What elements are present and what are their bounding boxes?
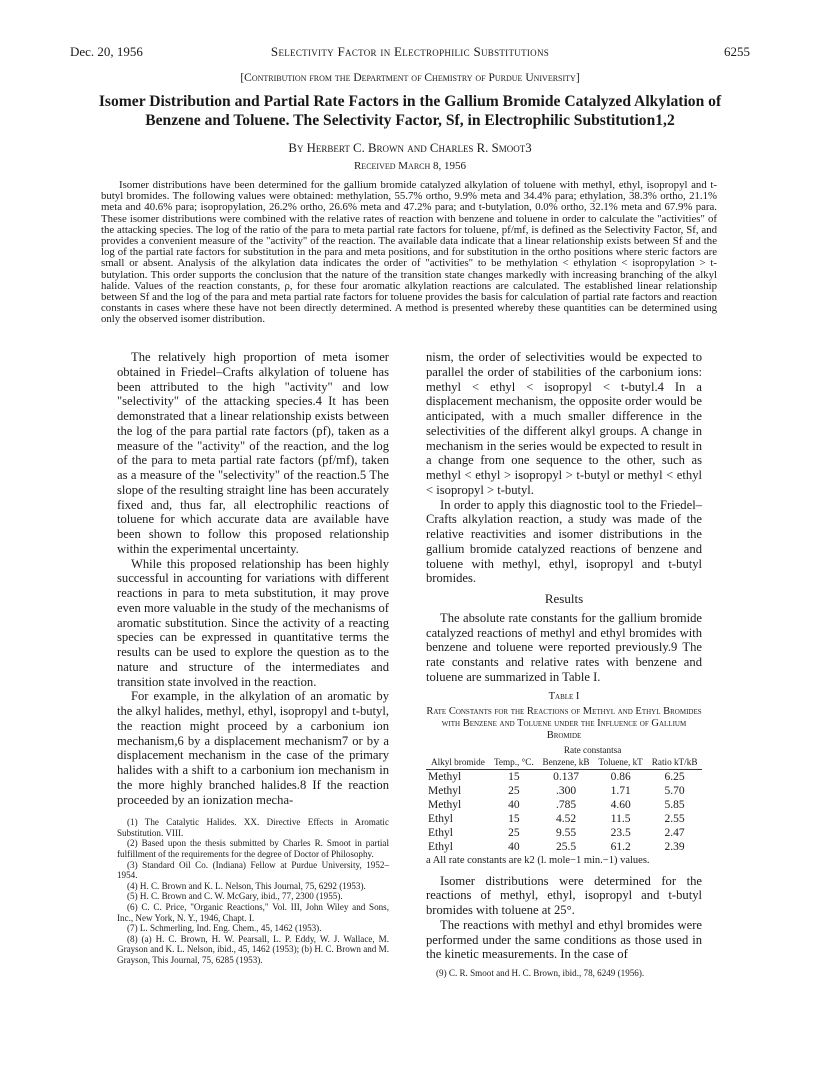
issue-date: Dec. 20, 1956	[70, 44, 143, 59]
table-cell: Ethyl	[428, 841, 453, 854]
footnote: (9) C. R. Smoot and H. C. Brown, ibid., 78, 6249 (1956).	[436, 968, 645, 979]
footnotes-left	[117, 817, 389, 965]
article-title: Isomer Distribution and Partial Rate Factors in the Gallium Bromide Catalyzed Alkylation of Benzene and Toluene. The Selectivity Factor, Sf, in Electrophilic Substitution1,2	[98, 93, 722, 129]
section-heading-results: Results	[544, 591, 584, 606]
table-header-cell: Temp., °C.	[493, 756, 534, 767]
paragraph: The relatively high proportion of meta isomer obtained in Friedel–Crafts alkylation of toluene has been attributed to the high "activity" and low "selectivity" of the attacking species.4 It has been demonstrated that a linear relationship exists between the log of the para partial rate factors (pf), taken as a measure of the "activity" of the reaction, and the log of the para to meta partial rate factors (pf/mf), taken as a measure of the "selectivity" of the reaction.5 The slope of the resulting straight line has been accurately fixed and, thus far, all electrophilic reactions of toluene for which accurate data are available have been shown to follow this proposed relationship within the experimental uncertainty.	[117, 350, 389, 556]
table-cell: 25.5	[555, 841, 577, 854]
paragraph: Isomer distributions were determined for the reactions of methyl, ethyl, isopropyl and t-butyl bromides with toluene at 25°.	[426, 873, 702, 918]
author-byline: By Herbert C. Brown and Charles R. Smoot3	[288, 141, 532, 155]
footnote: (3) Standard Oil Co. (Indiana) Fellow at Purdue University, 1952–1954.	[117, 859, 389, 881]
table-row	[426, 812, 702, 826]
table-cell: Methyl	[428, 785, 462, 798]
table-cell: 2.39	[664, 841, 685, 854]
table-label: Table I	[548, 690, 580, 702]
footnote: (2) Based upon the thesis submitted by Charles R. Smoot in partial fulfillment of the requirements for the degree of Doctor of Philosophy.	[117, 838, 389, 860]
contribution-line: [Contribution from the Department of Chemistry of Purdue University]	[240, 72, 580, 84]
table-cell: 11.5	[610, 813, 631, 826]
table-group-header: Rate constantsa	[563, 745, 622, 755]
paragraph: nism, the order of selectivities would be expected to parallel the order of stabilities of the carbonium ions: methyl < ethyl < isopropyl < t-butyl.4 In a displacement mechanism, the opposite order would be anticipated, with a much smaller difference in the selectivities of the different alkyl groups. A change in mechanism in the series would be expected to result in a change from one sequence to the other, such as methyl < ethyl > isopropyl > t-butyl or methyl < ethyl < isopropyl > t-butyl.	[426, 350, 702, 497]
paragraph: The reactions with methyl and ethyl bromides were performed under the same conditions as those used in the kinetic measurements. In the case of	[426, 917, 702, 962]
paragraph: The absolute rate constants for the gallium bromide catalyzed reactions of methyl and ethyl bromides with benzene and toluene were reported previously.9 The rate constants and relative rates with benzene and toluene are summarized in Table I.	[426, 610, 702, 684]
paragraph: In order to apply this diagnostic tool to the Friedel–Crafts alkylation reaction, a study was made of the relative reactivities and isomer distributions in the gallium bromide catalyzed reactions of benzene and toluene with methyl, ethyl, isopropyl and t-butyl bromides.	[426, 497, 702, 586]
footnote: (1) The Catalytic Halides. XX. Directive Effects in Aromatic Substitution. VIII.	[117, 817, 389, 838]
table-cell: 5.85	[664, 799, 685, 812]
table-cell: 0.137	[538, 770, 594, 785]
table-header-cell: Alkyl bromide	[430, 756, 485, 767]
table-footnote: a All rate constants are k2 (l. mole−1 min.−1) values.	[426, 855, 650, 867]
table-cell: 9.55	[555, 827, 577, 840]
table-cell: 1.71	[610, 785, 631, 798]
table-row	[426, 784, 702, 798]
table-cell: 23.5	[610, 827, 631, 840]
table-cell: .785	[555, 799, 577, 812]
left-column	[117, 350, 389, 966]
table-cell: Methyl	[428, 799, 462, 812]
table-row	[426, 840, 702, 854]
running-title: Selectivity Factor in Electrophilic Substitutions	[270, 44, 550, 59]
table-cell: .300	[555, 785, 577, 798]
rate-constants-table	[426, 746, 702, 854]
paragraph: For example, in the alkylation of an aromatic by the alkyl halides, methyl, ethyl, isopropyl and t-butyl, the reaction might proceed by a carbonium ion mechanism,6 by a displacement mechanism7 or by a displacement mechanism in the case of the primary halides with a shift to a carbonium ion mechanism in the more highly branched halides.8 If the reaction proceeded by an ionization mecha-	[117, 689, 389, 807]
table-cell: 5.70	[664, 785, 685, 798]
table-cell: 15	[508, 813, 520, 826]
table-1	[426, 691, 702, 868]
footnote: (5) H. C. Brown and C. W. McGary, ibid., 77, 2300 (1955).	[127, 891, 343, 902]
abstract: Isomer distributions have been determined for the gallium bromide catalyzed alkylation of toluene with methyl, ethyl, isopropyl and t-butyl bromides. The following values were obtained: methylation, 55.7% ortho, 9.9% meta and 34.4% para; ethylation, 38.3% ortho, 21.1% meta and 40.6% para; isopropylation, 26.2% ortho, 26.6% meta and 47.2% para; and t-butylation, 0.0% ortho, 32.1% meta and 67.9% para. These isomer distributions were combined with the relative rates of reaction with benzene and toluene in order to calculate the "activities" of the attacking species. The log of the ratio of the para to meta partial rate factors for toluene, pf/mf, is defined as the Selectivity Factor, Sf, and provides a convenient measure of the "activity" of the reaction. The available data indicate that a linear relationship exists between Sf and the log of the partial rate factors for substitution in the para and meta positions, and for substitution in the ortho positions where steric factors are small or absent. Analysis of the alkylation data indicates the order of "activities" to be methylation < ethylation < isopropylation > t-butylation. This order supports the conclusion that the nature of the transition state changes markedly with increasing branching of the alkyl halide. Values of the reaction constants, ρ, for these four aromatic alkylation reactions are calculated. The established linear relationship between Sf and the log of the para and meta partial rate factors for toluene provides the basis for calculation of partial rate factors and reaction constants in cases where these have not been directly determined. A method is presented whereby these quantities can be determined using only the observed isomer distribution.	[101, 179, 717, 326]
table-header-cell: Ratio kT/kB	[651, 756, 698, 767]
page-number: 6255	[724, 44, 750, 59]
running-header	[70, 44, 750, 62]
table-row	[426, 826, 702, 840]
table-cell: 15	[490, 770, 538, 785]
received-date: Received March 8, 1956	[353, 160, 467, 172]
table-cell: 40	[508, 799, 520, 812]
table-cell: 25	[508, 785, 520, 798]
footnote: (4) H. C. Brown and K. L. Nelson, This Journal, 75, 6292 (1953).	[127, 880, 366, 891]
footnote: (8) (a) H. C. Brown, H. W. Pearsall, L. P. Eddy, W. J. Wallace, M. Grayson and K. L. Nelson, ibid., 45, 1462 (1953); (b) H. C. Brown and M. Grayson, This Journal, 75, 6285 (1953).	[117, 933, 389, 965]
table-cell: 2.47	[664, 827, 685, 840]
table-row	[426, 770, 702, 785]
table-cell: 2.55	[664, 813, 685, 826]
table-cell: 61.2	[610, 841, 631, 854]
table-header-cell: Benzene, kB	[542, 756, 590, 767]
paragraph: While this proposed relationship has been highly successful in accounting for variations with different reactions in para to meta substitution, it may prove even more valuable in the study of the mechanisms of aromatic substitution. Since the activity of a reacting species can be expressed in quantitative terms the results can be used to explore the question as to the nature and structure of the intermediates and transition state involved in the reaction.	[117, 556, 389, 689]
table-cell: 40	[508, 841, 520, 854]
table-cell: 25	[508, 827, 520, 840]
table-cell: 4.60	[610, 799, 631, 812]
table-cell: 6.25	[647, 770, 702, 785]
table-cell: Ethyl	[428, 827, 453, 840]
table-row	[426, 798, 702, 812]
table-header-cell: Toluene, kT	[598, 756, 643, 767]
table-cell: Ethyl	[428, 813, 453, 826]
table-caption: Rate Constants for the Reactions of Methyl and Ethyl Bromides with Benzene and Toluene under the Influence of Gallium Bromide	[426, 706, 702, 741]
right-column	[426, 350, 702, 979]
table-cell: 0.86	[594, 770, 647, 785]
footnote: (6) C. C. Price, "Organic Reactions," Vol. III, John Wiley and Sons, Inc., New York, N. Y., 1946, Chapt. I.	[117, 902, 389, 923]
footnote: (7) L. Schmerling, Ind. Eng. Chem., 45, 1462 (1953).	[127, 923, 322, 934]
table-cell: 4.52	[555, 813, 577, 826]
table-cell: Methyl	[426, 770, 490, 785]
